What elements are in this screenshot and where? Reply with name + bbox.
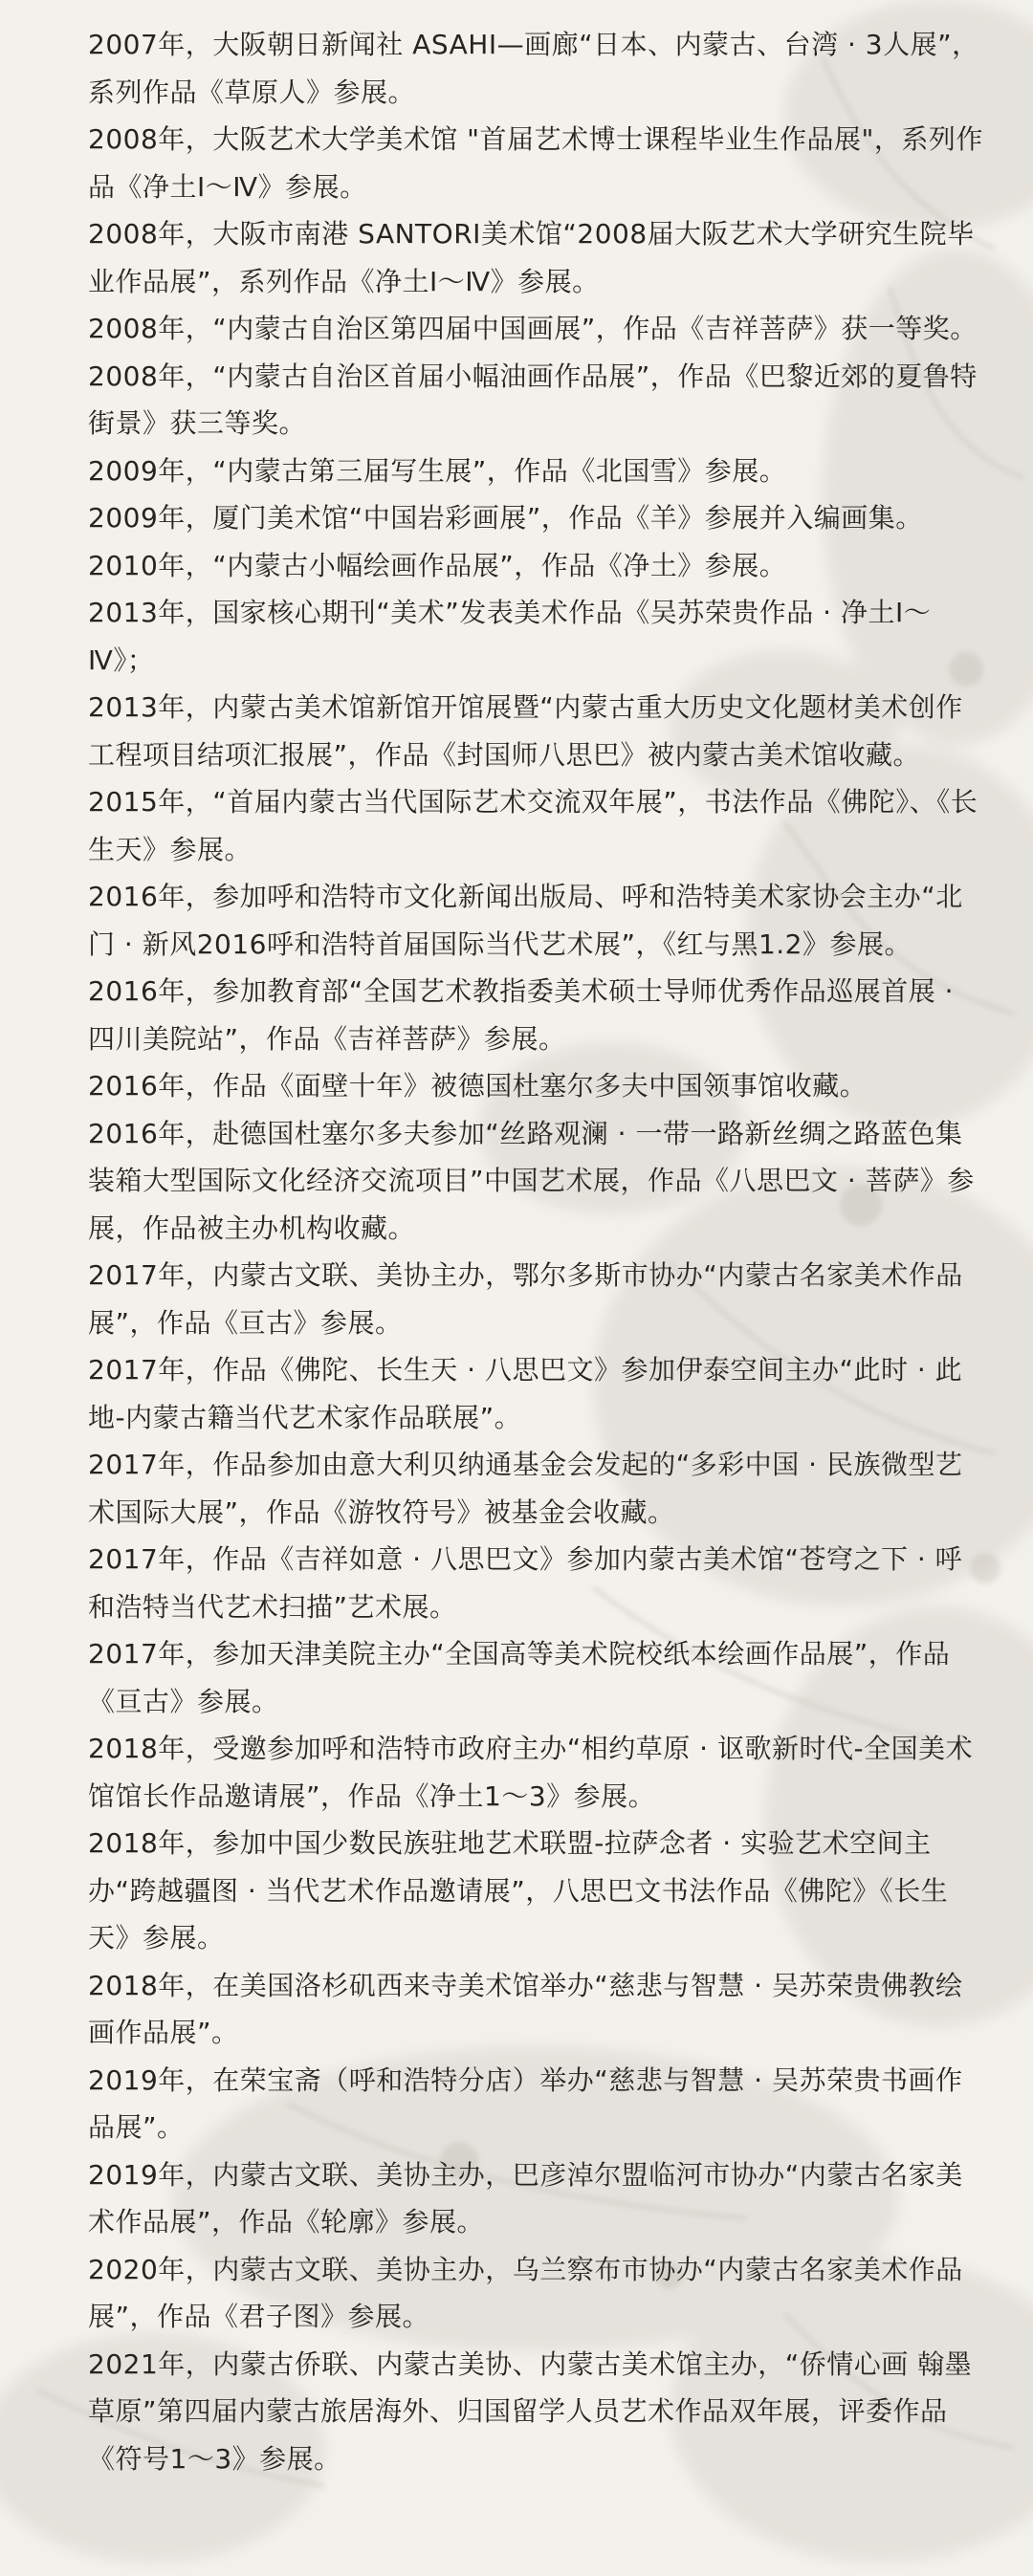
exhibition-entry: 2017年，参加天津美院主办“全国高等美术院校纸本绘画作品展”，作品《亘古》参展。 [88, 1638, 951, 1717]
exhibition-entry: 2010年，“内蒙古小幅绘画作品展”，作品《净土》参展。 [88, 549, 787, 581]
exhibition-entry: 2009年，“内蒙古第三届写生展”，作品《北国雪》参展。 [88, 454, 787, 487]
exhibition-entry: 2013年，国家核心期刊“美术”发表美术作品《吴苏荣贵作品 · 净土Ⅰ～Ⅳ》； [88, 597, 932, 676]
exhibition-entry: 2009年，厦门美术馆“中国岩彩画展”，作品《羊》参展并入编画集。 [88, 502, 923, 534]
exhibition-entry: 2017年，内蒙古文联、美协主办，鄂尔多斯市协办“内蒙古名家美术作品展”，作品《亘古》参展。 [88, 1259, 963, 1339]
exhibition-entry: 2016年，参加呼和浩特市文化新闻出版局、呼和浩特美术家协会主办“北门 · 新风2016呼和浩特首届国际当代艺术展”，《红与黑1.2》参展。 [88, 881, 963, 960]
exhibition-entry: 2019年，内蒙古文联、美协主办，巴彦淖尔盟临河市协办“内蒙古名家美术作品展”，作品《轮廓》参展。 [88, 2158, 963, 2238]
exhibition-entry: 2018年，受邀参加呼和浩特市政府主办“相约草原 · 讴歌新时代-全国美术馆馆长作品邀请展”，作品《净土1～3》参展。 [88, 1733, 974, 1812]
exhibition-entry: 2008年，大阪市南港 SANTORI美术馆“2008届大阪艺术大学研究生院毕业作品展”，系列作品《净土Ⅰ～Ⅳ》参展。 [88, 218, 975, 297]
exhibition-entry: 2007年，大阪朝日新闻社 ASAHI—画廊“日本、内蒙古、台湾 · 3人展”，系列作品《草原人》参展。 [88, 29, 979, 108]
exhibition-entry: 2019年，在荣宝斋（呼和浩特分店）举办“慈悲与智慧 · 吴苏荣贵书画作品展”。 [88, 2063, 963, 2143]
exhibition-entry: 2017年，作品《吉祥如意 · 八思巴文》参加内蒙古美术馆“苍穹之下 · 呼和浩特当代艺术扫描”艺术展。 [88, 1543, 963, 1623]
exhibition-entry: 2013年，内蒙古美术馆新馆开馆展暨“内蒙古重大历史文化题材美术创作工程项目结项汇报展”，作品《封国师八思巴》被内蒙古美术馆收藏。 [88, 691, 963, 771]
exhibition-entry: 2016年，参加教育部“全国艺术教指委美术硕士导师优秀作品巡展首展 · 四川美院站”，作品《吉祥菩萨》参展。 [88, 975, 955, 1055]
exhibition-entry: 2017年，作品参加由意大利贝纳通基金会发起的“多彩中国 · 民族微型艺术国际大展”，作品《游牧符号》被基金会收藏。 [88, 1449, 963, 1528]
exhibition-entry: 2017年，作品《佛陀、长生天 · 八思巴文》参加伊泰空间主办“此时 · 此地-内蒙古籍当代艺术家作品联展”。 [88, 1354, 963, 1433]
exhibition-entry: 2008年，“内蒙古自治区第四届中国画展”，作品《吉祥菩萨》获一等奖。 [88, 313, 978, 344]
exhibition-entry: 2018年，在美国洛杉矶西来寺美术馆举办“慈悲与智慧 · 吴苏荣贵佛教绘画作品展”。 [88, 1969, 963, 2048]
exhibition-entry: 2021年，内蒙古侨联、内蒙古美协、内蒙古美术馆主办，“侨情心画 翰墨草原”第四届内蒙古旅居海外、归国留学人员艺术作品双年展，评委作品《符号1～3》参展。 [88, 2347, 973, 2475]
exhibition-entry: 2020年，内蒙古文联、美协主办，乌兰察布市协办“内蒙古名家美术作品展”，作品《君子图》参展。 [88, 2253, 963, 2332]
exhibition-entry: 2015年，“首届内蒙古当代国际艺术交流双年展”，书法作品《佛陀》、《长生天》参展。 [88, 786, 978, 865]
exhibition-entry: 2018年，参加中国少数民族驻地艺术联盟-拉萨念者 · 实验艺术空间主办“跨越疆图 · 当代艺术作品邀请展”，八思巴文书法作品《佛陀》《长生天》参展。 [88, 1827, 949, 1954]
exhibition-entry: 2008年，“内蒙古自治区首届小幅油画作品展”，作品《巴黎近郊的夏鲁特街景》获三等奖。 [88, 360, 978, 439]
exhibition-entry: 2016年，赴德国杜塞尔多夫参加“丝路观澜 · 一带一路新丝绸之路蓝色集装箱大型国际文化经济交流项目”中国艺术展，作品《八思巴文 · 菩萨》参展，作品被主办机构收藏。 [88, 1117, 975, 1244]
exhibition-entry: 2016年，作品《面壁十年》被德国杜塞尔多夫中国领事馆收藏。 [88, 1070, 868, 1102]
exhibition-entry: 2008年，大阪艺术大学美术馆 "首届艺术博士课程毕业生作品展"，系列作品《净土Ⅰ～Ⅳ》参展。 [88, 123, 983, 203]
